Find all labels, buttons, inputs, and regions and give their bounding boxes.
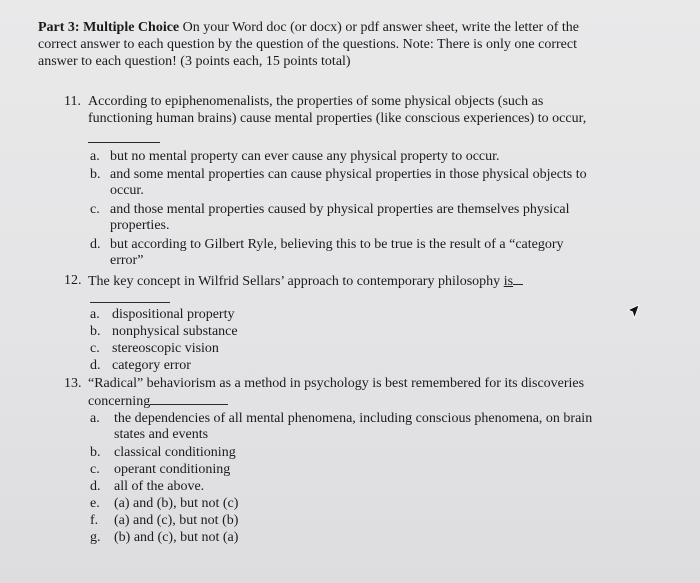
question-11-answer-blank: [88, 128, 160, 148]
question-13-option-c-letter: c.: [90, 462, 100, 477]
question-11-stem-line-1: According to epiphenomenalists, the properties of some physical objects (such as: [88, 94, 544, 109]
question-13-stem-line-1: “Radical” behaviorism as a method in psychology is best remembered for its discoveries: [88, 376, 585, 391]
instructions-line-3: answer to each question! (3 points each, 15 points total): [38, 54, 351, 69]
question-13-option-a-text-2: states and events: [114, 427, 209, 442]
question-13-number: 13.: [64, 376, 82, 391]
question-11-option-d-text-2: error”: [110, 253, 144, 268]
question-12-stem: [88, 272, 523, 290]
question-11-option-d-letter: d.: [90, 237, 101, 252]
question-11-number: 11.: [64, 94, 81, 109]
question-13-option-f-letter: f.: [90, 513, 99, 528]
question-11-option-b-text: and some mental properties can cause physical properties in those physical objects to: [110, 167, 587, 182]
question-12-option-d-text: category error: [112, 358, 191, 373]
question-11-option-c-text-2: properties.: [110, 218, 170, 233]
question-12-number: 12.: [64, 273, 82, 288]
question-12-stem-is: is: [503, 274, 514, 289]
question-11-option-c-letter: c.: [90, 202, 100, 217]
question-13-option-d-letter: d.: [90, 479, 101, 494]
instructions-line-2: correct answer to each question by the question of the questions. Note: There is only one correct: [38, 37, 577, 52]
question-13-option-g-text: (b) and (c), but not (a): [114, 530, 239, 545]
question-13-option-a-text: the dependencies of all mental phenomena, including conscious phenomena, on brain: [114, 411, 593, 426]
question-11-option-a-letter: a.: [90, 149, 100, 164]
question-11-option-a-text: but no mental property can ever cause any physical property to occur.: [110, 149, 500, 164]
question-11-option-b-letter: b.: [90, 167, 101, 182]
question-12-option-b-letter: b.: [90, 324, 101, 339]
question-12-option-b-text: nonphysical substance: [112, 324, 238, 339]
question-11-stem-line-2: functioning human brains) cause mental properties (like conscious experiences) to occur,: [88, 111, 587, 126]
question-13-stem-text-2: concerning: [88, 394, 151, 409]
question-12-stem-text: The key concept in Wilfrid Sellars’ approach to contemporary philosophy: [88, 274, 504, 289]
part-heading: Part 3: Multiple Choice: [38, 20, 180, 35]
question-11-option-d-text: but according to Gilbert Ryle, believing this to be true is the result of a “category: [110, 237, 564, 252]
question-13-option-e-text: (a) and (b), but not (c): [114, 496, 239, 511]
mouse-pointer-icon: [626, 304, 640, 320]
instructions-line-1: On your Word doc (or docx) or pdf answer sheet, write the letter of the: [179, 20, 579, 35]
question-13-stem-line-2: [88, 391, 228, 410]
question-12-option-c-text: stereoscopic vision: [112, 341, 219, 356]
question-13-option-d-text: all of the above.: [114, 479, 205, 494]
question-13-option-c-text: operant conditioning: [114, 462, 231, 477]
question-11-option-c-text: and those mental properties caused by physical properties are themselves physical: [110, 202, 570, 217]
question-13-option-e-letter: e.: [90, 496, 100, 511]
question-12-option-c-letter: c.: [90, 341, 100, 356]
question-11-option-b-text-2: occur.: [110, 183, 144, 198]
question-12-option-a-text: dispositional property: [112, 307, 235, 322]
instructions-paragraph: [38, 19, 658, 70]
question-13-option-a-letter: a.: [90, 411, 100, 426]
question-13-option-b-text: classical conditioning: [114, 445, 236, 460]
question-12-option-a-letter: a.: [90, 307, 100, 322]
question-13-option-f-text: (a) and (c), but not (b): [114, 513, 239, 528]
question-13-option-b-letter: b.: [90, 445, 101, 460]
question-12-option-d-letter: d.: [90, 358, 101, 373]
question-13-option-g-letter: g.: [90, 530, 101, 545]
